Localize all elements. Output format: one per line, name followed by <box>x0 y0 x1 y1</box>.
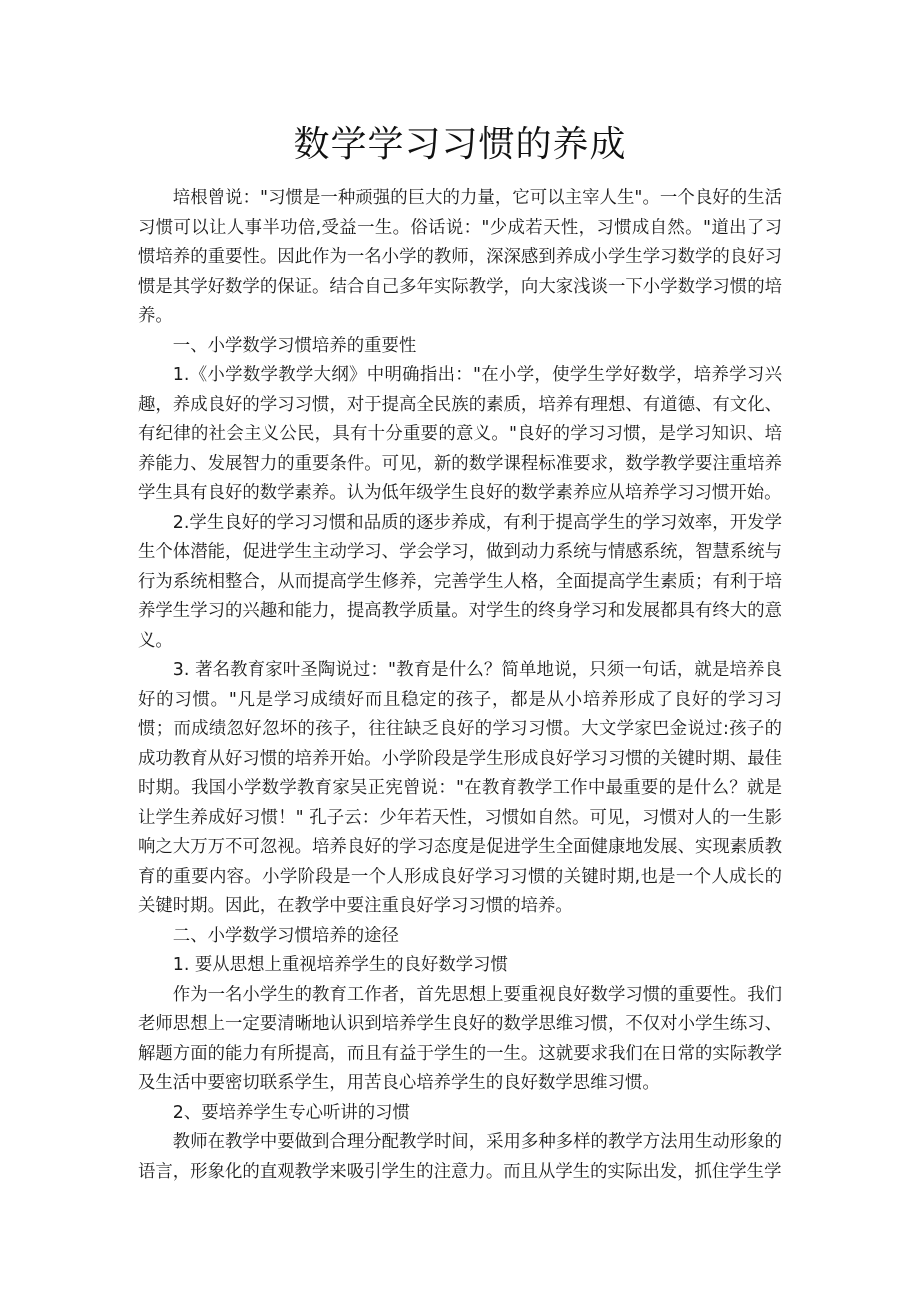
paragraph-method-2: 教师在教学中要做到合理分配教学时间，采用多种多样的教学方法用生动形象的语言，形象化的直观教学来吸引学生的注意力。而且从学生的实际出发，抓住学生学 <box>138 1132 782 1182</box>
document-title: 数学学习习惯的养成 <box>293 124 627 165</box>
paragraph-importance-3: 3. 著名教育家叶圣陶说过："教育是什么？简单地说，只须一句话，就是培养良好的习惯。"凡是学习成绩好而且稳定的孩子，都是从小培养形成了良好的学习习惯；而成绩忽好忽坏的孩子，往往缺乏良好的学习习惯。大文学家巴金说过:孩子的成功教育从好习惯的培养开始。小学阶段是学生形成良好学习习惯的关键时期、最佳时期。我国小学数学教育家吴正宪曾说："在教育教学工作中最重要的是什么？就是让学生养成好习惯！" 孔子云：少年若天性，习惯如自然。可见，习惯对人的一生影响之大万万不可忽视。培养良好的学习态度是促进学生全面健康地发展、实现素质教育的重要内容。小学阶段是一个人形成良好学习习惯的关键时期,也是一个人成长的关键时期。因此，在教学中要注重良好学习习惯的培养。 <box>138 660 782 916</box>
paragraph-intro: 培根曾说："习惯是一种顽强的巨大的力量，它可以主宰人生"。一个良好的生活习惯可以让人事半功倍,受益一生。俗话说："少成若天性，习惯成自然。"道出了习惯培养的重要性。因此作为一名小学的教师，深深感到养成小学生学习数学的良好习惯是其学好数学的保证。结合自己多年实际教学，向大家浅谈一下小学数学习惯的培养。 <box>138 188 782 326</box>
paragraph-importance-1: 1.《小学数学教学大纲》中明确指出："在小学，使学生学好数学，培养学习兴趣，养成良好的学习习惯，对于提高全民族的素质，培养有理想、有道德、有文化、有纪律的社会主义公民，具有十分重要的意义。"良好的学习习惯，是学习知识、培养能力、发展智力的重要条件。可见，新的数学课程标准要求，数学教学要注重培养学生具有良好的数学素养。认为低年级学生良好的数学素养应从培养学习习惯开始。 <box>138 365 782 503</box>
section-heading-importance: 一、小学数学习惯培养的重要性 <box>172 335 417 356</box>
subheading-method-1: 1. 要从思想上重视培养学生的良好数学习惯 <box>172 955 508 975</box>
section-heading-methods: 二、小学数学习惯培养的途径 <box>172 925 399 946</box>
document-body <box>138 184 782 1187</box>
paragraph-importance-2: 2.学生良好的学习习惯和品质的逐步养成，有利于提高学生的学习效率，开发学生个体潜能，促进学生主动学习、学会学习，做到动力系统与情感系统，智慧系统与行为系统相整合，从而提高学生修养，完善学生人格，全面提高学生素质；有利于培养学生学习的兴趣和能力，提高教学质量。对学生的终身学习和发展都具有终大的意义。 <box>138 512 782 651</box>
paragraph-method-1: 作为一名小学生的教育工作者，首先思想上要重视良好数学习惯的重要性。我们老师思想上一定要清晰地认识到培养学生良好的数学思维习惯，不仅对小学生练习、解题方面的能力有所提高，而且有益于学生的一生。这就要求我们在日常的实际教学及生活中要密切联系学生，用苦良心培养学生的良好数学思维习惯。 <box>138 984 782 1093</box>
subheading-method-2: 2、要培养学生专心听讲的习惯 <box>172 1102 410 1123</box>
